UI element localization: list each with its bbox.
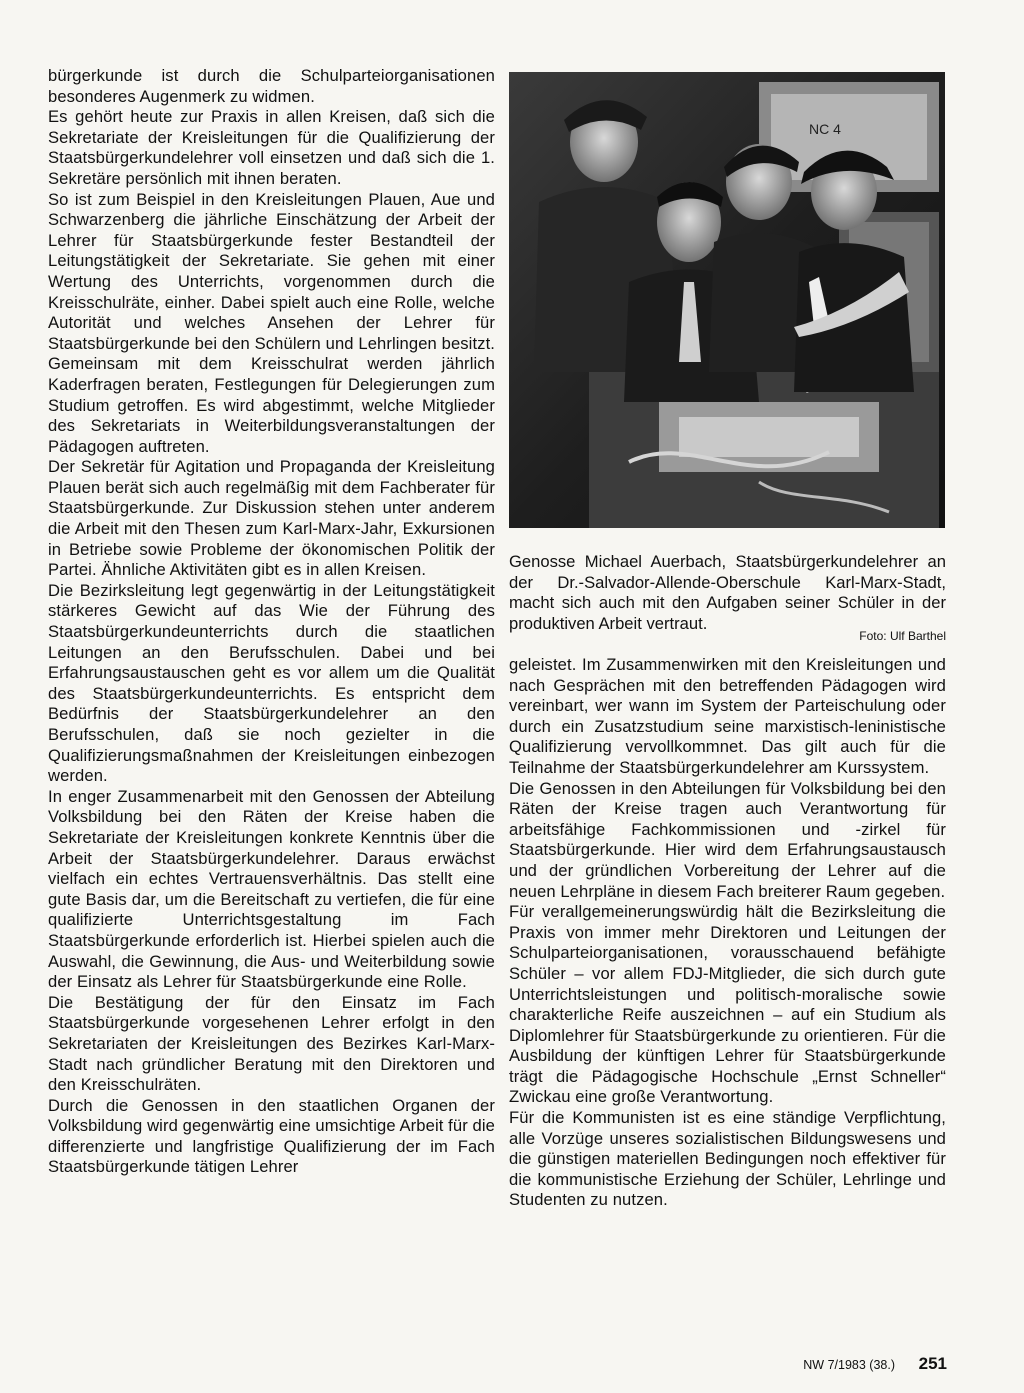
paragraph: geleistet. Im Zusammenwirken mit den Kreisleitungen und nach Gesprächen mit den betreffenden Pädagogen wird vereinbart, wer wann im System der Parteischulung oder durch ein Zusatzstudium seine marxistisch-leninistische Qualifizierung vervollkommnet. Das gilt auch für die Teilnahme der Staatsbürgerkundelehrer am Kurssystem. <box>509 655 946 777</box>
paragraph: Für verallgemeinerungswürdig hält die Bezirksleitung die Praxis von immer mehr Direktoren und Leitungen der Schulparteiorganisationen, vorausschauend befähigte Schüler – vor allem FDJ-Mitglieder, die sich durch gute Unterrichtsleistungen und politisch-moralische sowie charakterliche Reife auszeichnen – auf ein Studium als Diplomlehrer für Staatsbürgerkunde zu orientieren. Für die Ausbildung der künftigen Lehrer für Staatsbürgerkunde trägt die Pädagogische Hochschule „Ernst Schneller“ Zwickau eine große Verantwortung. <box>509 902 946 1107</box>
paragraph: Die Genossen in den Abteilungen für Volksbildung bei den Räten der Kreise tragen auch Verantwortung für arbeitsfähige Fachkommissionen und -zirkel für Staatsbürgerkunde. Hier wird dem Erfahrungsaustausch und der gründlichen Vorbereitung der Lehrer auf die neuen Lehrpläne in diesem Fach breiterer Raum gegeben. <box>509 778 946 901</box>
paragraph: bürgerkunde ist durch die Schulparteiorganisationen besonderes Augenmerk zu widmen. <box>48 66 495 106</box>
photo-credit: Foto: Ulf Barthel <box>859 629 946 643</box>
paragraph: So ist zum Beispiel in den Kreisleitungen Plauen, Aue und Schwarzenberg die jährliche Einschätzung der Arbeit der Lehrer für Staatsbürgerkunde fester Bestandteil der Leitungstätigkeit der Sekretariate. Sie gehen mit einer Wertung des Unterrichts, vorgenommen durch die Kreisschulräte, einher. Dabei spielt auch eine Rolle, welche Autorität und welches Ansehen der Lehrer für Staatsbürgerkunde bei den Schülern und Lehrlingen besitzt. Gemeinsam mit dem Kreisschulrat werden jährlich Kaderfragen beraten, Festlegungen für Delegierungen zum Studium getroffen. Es wird abgestimmt, welche Mitglieder des Sekretariats in Weiterbildungsveranstaltungen der Pädagogen auftreten. <box>48 189 495 456</box>
paragraph: Der Sekretär für Agitation und Propaganda der Kreisleitung Plauen berät sich auch regelmäßig mit dem Fachberater für Staatsbürgerkunde. Zur Diskussion stehen unter anderem die Arbeit mit den Thesen zum Karl-Marx-Jahr, Exkursionen in Betriebe sowie Probleme der ökonomischen Politik der Partei. Ähnliche Aktivitäten gibt es in allen Kreisen. <box>48 457 495 580</box>
issue-reference: NW 7/1983 (38.) <box>803 1358 895 1372</box>
paragraph: Für die Kommunisten ist es eine ständige Verpflichtung, alle Vorzüge unseres sozialistischen Bildungswesens und die günstigen materiellen Bedingungen noch effektiver für die kommunistische Erziehung der Schüler, Lehrlinge und Studenten zu nutzen. <box>509 1108 946 1210</box>
paragraph: Die Bestätigung der für den Einsatz im Fach Staatsbürgerkunde vorgesehenen Lehrer erfolgt in den Sekretariaten der Kreisleitungen des Bezirkes Karl-Marx-Stadt nach gründlicher Beratung mit den Direktoren und den Kreisschulräten. <box>48 992 495 1095</box>
paragraph: In enger Zusammenarbeit mit den Genossen der Abteilung Volksbildung bei den Räten der Kreise haben die Sekretariate der Kreisleitungen konkrete Kenntnis über die Arbeit der Staatsbürgerkundelehrer. Daraus erwächst vielfach ein echtes Vertrauensverhältnis. Das stellt eine gute Basis dar, um die Bereitschaft zu vertiefen, die für eine qualifizierte Unterrichtsgestaltung im Fach Staatsbürgerkunde erforderlich ist. Hierbei spielen auch die Auswahl, die Gewinnung, die Aus- und Weiterbildung sowie der Einsatz als Lehrer für Staatsbürgerkunde eine Rolle. <box>48 786 495 992</box>
left-column-text <box>48 66 495 1178</box>
photo-caption: Genosse Michael Auerbach, Staatsbürgerkundelehrer an der Dr.-Salvador-Allende-Oberschule Karl-Marx-Stadt, macht sich auch mit den Aufgaben seiner Schüler in der produktiven Arbeit vertraut. <box>509 552 946 633</box>
paragraph: Durch die Genossen in den staatlichen Organen der Volksbildung wird gegenwärtig eine umsichtige Arbeit für die differenzierte und langfristige Qualifizierung der im Fach Staatsbürgerkunde tätigen Lehrer <box>48 1095 495 1177</box>
page-number: 251 <box>918 1354 947 1373</box>
right-column-text <box>509 655 946 1211</box>
paragraph: Es gehört heute zur Praxis in allen Kreisen, daß sich die Sekretariate der Kreisleitungen für die Qualifizierung der Staatsbürgerkundelehrer voll einsetzen und daß sich die 1. Sekretäre persönlich mit ihnen beraten. <box>48 107 495 188</box>
photo-illustration <box>509 72 945 528</box>
news-photo <box>509 72 945 528</box>
machine-label: NC 4 <box>809 121 841 137</box>
paragraph: Die Bezirksleitung legt gegenwärtig in der Leitungstätigkeit stärkeres Gewicht auf das Wie der Führung des Staatsbürgerkundeunterrichts durch die staatlichen Leitungen an den Berufsschulen. Dabei und bei Erfahrungsaustauschen geht es vor allem um die Qualität des Staatsbürgerkundeunterrichts. Es entspricht dem Bedürfnis der Staatsbürgerkundelehrer an den Berufsschulen, daß sie noch gezielter in die Qualifizierungsmaßnahmen der Kreisleitungen einbezogen werden. <box>48 580 495 786</box>
